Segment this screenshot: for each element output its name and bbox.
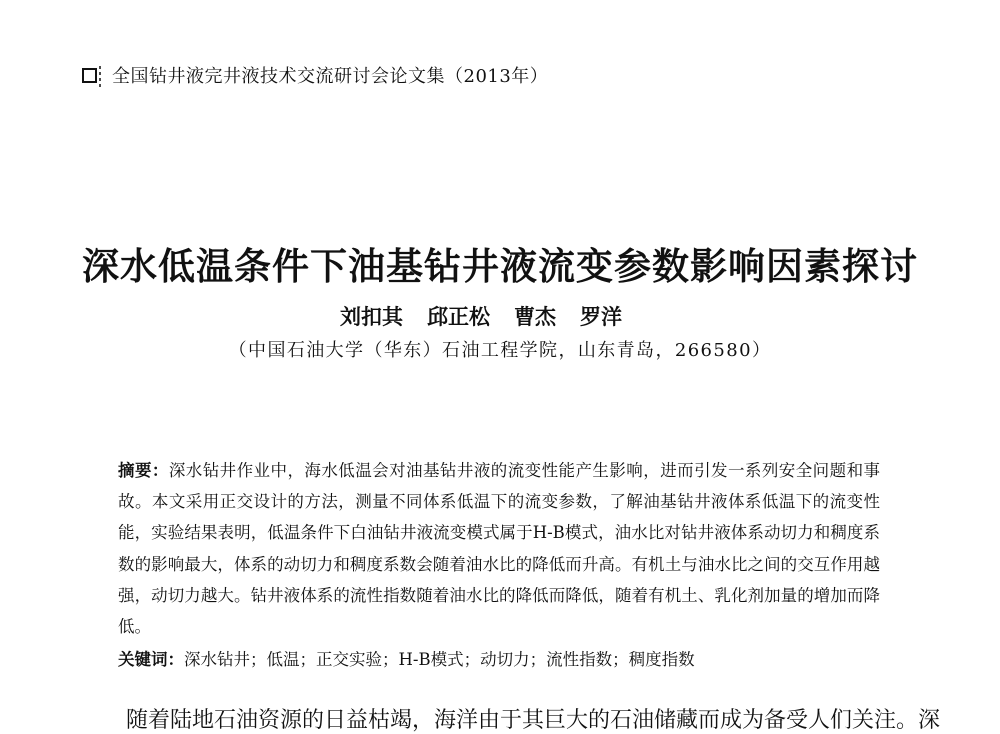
author-list [340, 301, 622, 331]
body-text-first-line: 随着陆地石油资源的日益枯竭，海洋由于其巨大的石油储藏而成为备受人们关注。深 [126, 708, 941, 733]
keywords [118, 646, 880, 670]
paper-title: 深水低温条件下油基钻井液流变参数影响因素探讨 [82, 244, 918, 288]
abstract [118, 455, 880, 642]
running-header: 全国钻井液完井液技术交流研讨会论文集（2013年） [112, 66, 549, 87]
abstract-label: 摘要： [118, 461, 169, 480]
keywords-label: 关键词： [118, 650, 184, 669]
author-name: 罗洋 [580, 304, 622, 329]
author-name: 曹杰 [514, 304, 556, 329]
keywords-text: 深水钻井；低温；正交实验；H-B模式；动切力；流性指数；稠度指数 [184, 650, 695, 669]
affiliation: （中国石油大学（华东）石油工程学院，山东青岛，266580） [228, 340, 772, 361]
abstract-text: 深水钻井作业中，海水低温会对油基钻井液的流变性能产生影响，进而引发一系列安全问题和事故。本文采用正交设计的方法，测量不同体系低温下的流变参数，了解油基钻井液体系低温下的流变性能，实验结果表明，低温条件下白油钻井液流变模式属于H-B模式，油水比对钻井液体系动切力和稠度系数的影响最大，体系的动切力和稠度系数会随着油水比的降低而升高。有机土与油水比之间的交互作用越强，动切力越大。钻井液体系的流性指数随着油水比的降低而降低，随着有机土、乳化剂加量的增加而降低。 [118, 461, 881, 637]
header-page-mark-icon [82, 64, 104, 90]
author-name: 邱正松 [427, 304, 490, 329]
author-name: 刘扣其 [340, 304, 403, 329]
